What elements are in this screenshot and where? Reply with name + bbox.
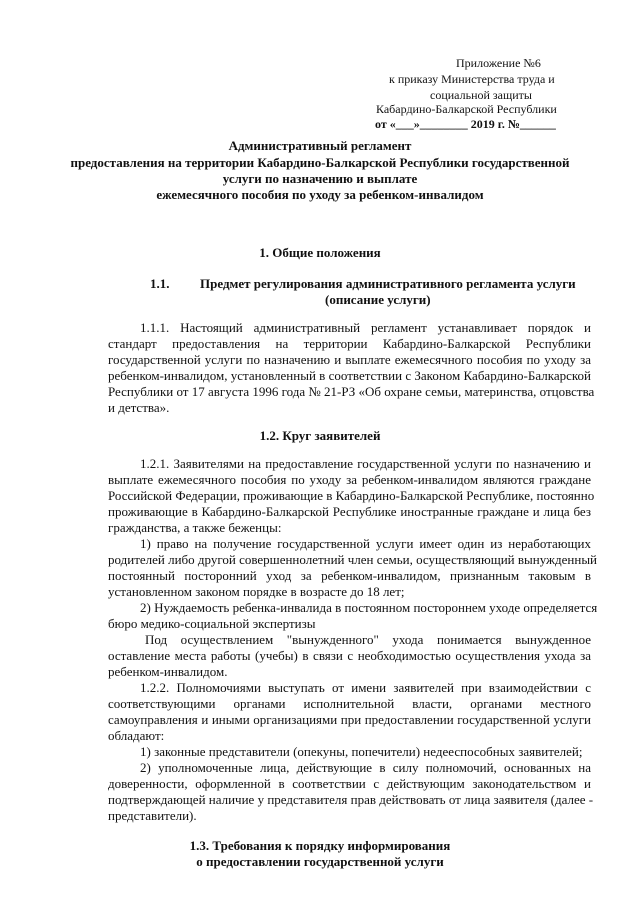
paragraph-line: проживающие в Кабардино-Балкарской Республике иностранные граждане и лица без — [108, 504, 591, 519]
ministry-name: социальной защиты — [430, 88, 532, 102]
subsection-title-2: (описание услуги) — [325, 292, 431, 307]
paragraph-line: ребенком-инвалидом, установленный в соответствии с Законом Кабардино-Балкарской — [108, 368, 591, 383]
paragraph-line: соответствующими органами исполнительной власти, органами местного — [108, 696, 591, 711]
paragraph-line: ребенком-инвалидом. — [108, 664, 228, 679]
subsection-title: Предмет регулирования административного регламента услуги — [200, 276, 576, 291]
title-line-4: ежемесячного пособия по уходу за ребенком-инвалидом — [156, 187, 484, 202]
paragraph-line: государственной услуги по назначению и выплате ежемесячного пособия по уходу за — [108, 352, 591, 367]
list-item-line: доверенности, оформленной в соответствии с действующим законодательством и — [108, 776, 591, 791]
title-line-2: предоставления на территории Кабардино-Балкарской Республики государственной — [70, 155, 570, 170]
section-1-2-heading: 1.2. Круг заявителей — [259, 428, 381, 443]
paragraph-line: Российской Федерации, проживающие в Кабардино-Балкарской Республике, постоянно — [108, 488, 595, 503]
paragraph-line: самоуправления и иными организациями при предоставлении государственной услуги — [108, 712, 591, 727]
paragraph-line: Республики от 17 августа 1996 года № 21-РЗ «Об охране семьи, материнства, отцовства — [108, 384, 595, 399]
list-item-line: подтверждающей наличие у представителя прав действовать от лица заявителя (далее - — [108, 792, 594, 807]
list-item-line: постоянный посторонний уход за ребенком-инвалидом, признанным таковым в — [108, 568, 591, 583]
paragraph-line: 1.2.2. Полномочиями выступать от имени заявителей при взаимодействии с — [140, 680, 591, 695]
list-item-line: 1) законные представители (опекуны, попечители) недееспособных заявителей; — [140, 744, 583, 759]
order-date-number: от «___»________ 2019 г. №______ — [375, 117, 556, 131]
republic-name: Кабардино-Балкарской Республики — [376, 102, 557, 116]
paragraph-line: и детства». — [108, 400, 170, 415]
paragraph-line: гражданства, а также беженцы: — [108, 520, 282, 535]
order-reference: к приказу Министерства труда и — [389, 72, 555, 86]
paragraph-line: обладают: — [108, 728, 165, 743]
list-item-line: родителей либо другой совершеннолетний член семьи, осуществляющий вынужденный — [108, 552, 598, 567]
paragraph-line: оставление места работы (учебы) в связи с необходимостью осуществления ухода за — [108, 648, 591, 663]
section-1-3-heading: 1.3. Требования к порядку информирования — [189, 838, 451, 853]
list-item-line: 1) право на получение государственной услуги имеет один из неработающих — [140, 536, 591, 551]
section-1-3-heading-2: о предоставлении государственной услуги — [196, 854, 444, 869]
list-item-line: 2) уполномоченные лица, действующие в силу полномочий, основанных на — [140, 760, 591, 775]
paragraph-line: Под осуществлением "вынужденного" ухода понимается вынужденное — [145, 632, 591, 647]
section-1-heading: 1. Общие положения — [259, 245, 381, 260]
document-title: Административный регламент — [228, 138, 412, 153]
paragraph-line: 1.2.1. Заявителями на предоставление государственной услуги по назначению и — [140, 456, 591, 471]
list-item-line: 2) Нуждаемость ребенка-инвалида в постоянном постороннем уходе определяется — [140, 600, 598, 615]
paragraph-line: выплате ежемесячного пособия по уходу за ребенком-инвалидом являются граждане — [108, 472, 591, 487]
list-item-line: бюро медико-социальной экспертизы — [108, 616, 316, 631]
title-line-3: услуги по назначению и выплате — [222, 171, 418, 186]
paragraph-line: 1.1.1. Настоящий административный регламент устанавливает порядок и — [140, 320, 591, 335]
list-item-line: представители). — [108, 808, 197, 823]
paragraph-line: стандарт предоставления на территории Кабардино-Балкарской Республики — [108, 336, 591, 351]
appendix-number: Приложение №6 — [456, 56, 541, 70]
list-item-line: установленном законом порядке в возрасте до 18 лет; — [108, 584, 405, 599]
subsection-number: 1.1. — [150, 276, 170, 291]
